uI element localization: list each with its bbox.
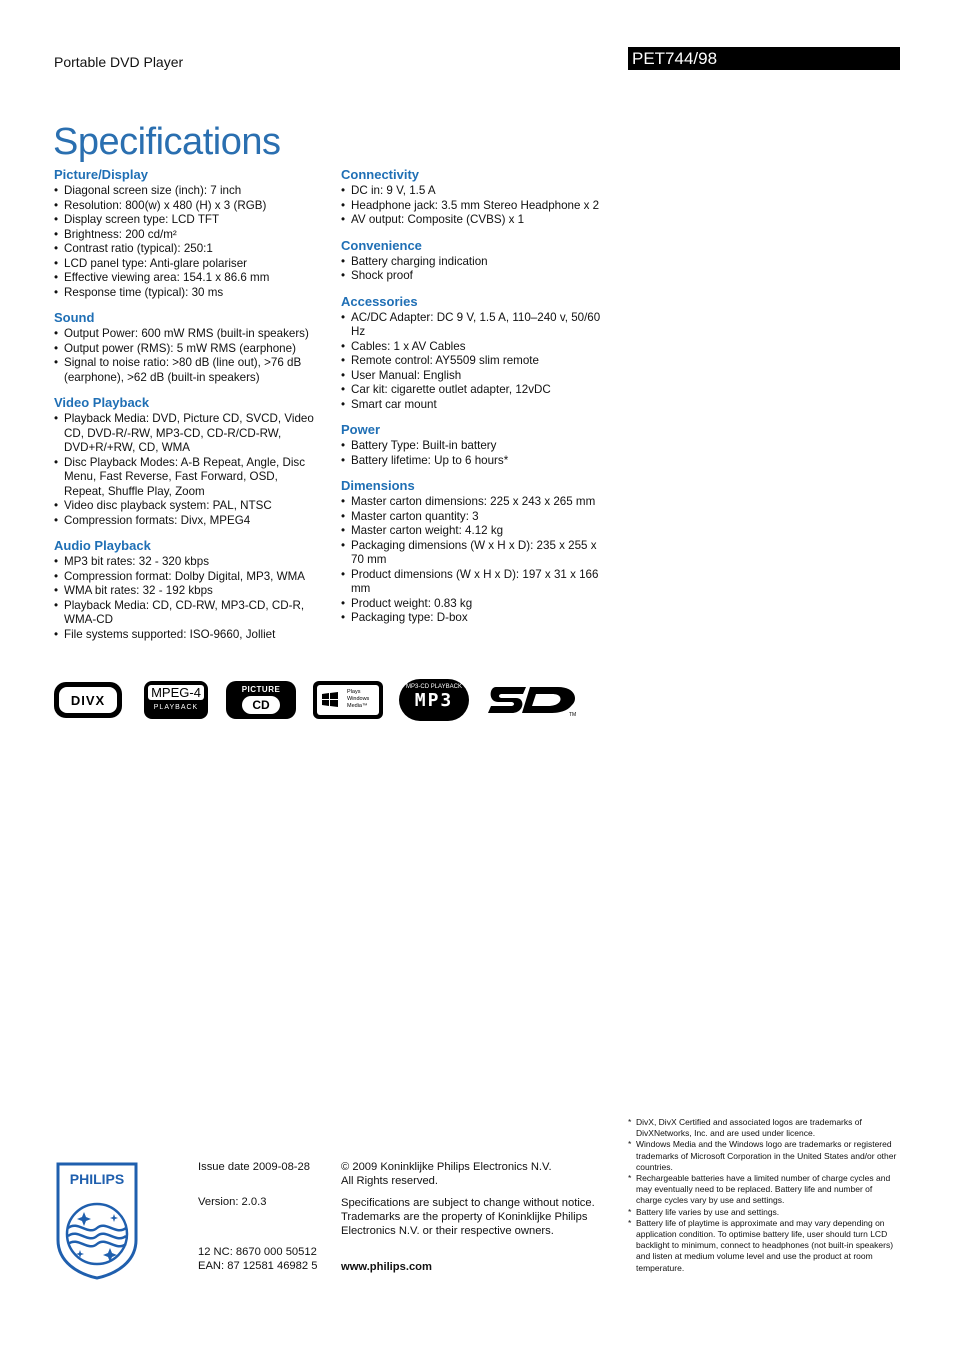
sd-tm-text: TM <box>569 712 577 717</box>
spec-item: • MP3 bit rates: 32 - 320 kbps <box>54 555 319 570</box>
spec-section-convenience <box>341 238 606 284</box>
version: Version: 2.0.3 <box>198 1196 267 1208</box>
issue-date: Issue date 2009-08-28 <box>198 1161 310 1173</box>
spec-item: • File systems supported: ISO-9660, Jolliet <box>54 628 319 643</box>
mp3-logo-subtext: MP3 <box>414 690 454 711</box>
spec-item: • Contrast ratio (typical): 250:1 <box>54 242 319 257</box>
windows-flag-icon <box>320 691 340 709</box>
spec-item: • Battery charging indication <box>341 255 606 270</box>
spec-item: • WMA bit rates: 32 - 192 kbps <box>54 584 319 599</box>
spec-item: • User Manual: English <box>341 369 606 384</box>
divx-logo <box>54 682 122 718</box>
footnote: * Battery life of playtime is approximate and may vary depending on application condition. To optimise battery life, user should turn LCD backlight to minimum, connect to headphones (not built-in speakers) and listen at medium volume level and use the product at room temperature. <box>628 1218 900 1274</box>
spec-item: • Output power (RMS): 5 mW RMS (earphone) <box>54 342 319 357</box>
spec-item: • Headphone jack: 3.5 mm Stereo Headphone x 2 <box>341 199 606 214</box>
section-heading: Connectivity <box>341 167 420 182</box>
spec-item: • AC/DC Adapter: DC 9 V, 1.5 A, 110–240 v, 50/60 Hz <box>341 311 606 340</box>
footnotes <box>628 1117 900 1274</box>
spec-item: • Effective viewing area: 154.1 x 86.6 mm <box>54 271 319 286</box>
spec-item: • Diagonal screen size (inch): 7 inch <box>54 184 319 199</box>
section-heading: Picture/Display <box>54 167 148 182</box>
wm-line2-text: Media™ <box>347 703 368 709</box>
model-number-bar: PET744/98 <box>628 47 900 70</box>
spec-item: • AV output: Composite (CVBS) x 1 <box>341 213 606 228</box>
mpeg-logo-text: MPEG-4 <box>148 685 204 700</box>
spec-section-video-playback <box>54 395 319 528</box>
spec-list <box>341 495 606 626</box>
footnote: * DivX, DivX Certified and associated logos are trademarks of DivXNetworks, Inc. and are used under licence. <box>628 1117 900 1139</box>
divx-logo-text: DIVX <box>59 687 117 713</box>
spec-list <box>54 327 319 385</box>
footer-issue-info <box>198 1160 338 1273</box>
middle-spec-column <box>341 167 606 636</box>
spec-item: • Compression formats: Divx, MPEG4 <box>54 514 319 529</box>
footnote: * Windows Media and the Windows logo are trademarks or registered trademarks of Microsoft Corporation in the United States and/or other countries. <box>628 1139 900 1173</box>
spec-list <box>54 412 319 528</box>
windows-media-logo <box>313 681 383 719</box>
spec-item: • Compression format: Dolby Digital, MP3, WMA <box>54 570 319 585</box>
website-link[interactable]: www.philips.com <box>341 1261 432 1273</box>
copyright-line1: © 2009 Koninklijke Philips Electronics N.V. <box>341 1161 552 1173</box>
footnote: * Rechargeable batteries have a limited number of charge cycles and may eventually need to be replaced. Battery life and number of charge cycles vary by use and settings. <box>628 1173 900 1207</box>
left-spec-column <box>54 167 319 652</box>
spec-section-power <box>341 422 606 468</box>
spec-item: • Playback Media: CD, CD-RW, MP3-CD, CD-R, WMA-CD <box>54 599 319 628</box>
spec-list <box>54 555 319 642</box>
product-type: Portable DVD Player <box>54 54 184 70</box>
spec-item: • LCD panel type: Anti-glare polariser <box>54 257 319 272</box>
philips-wordmark: PHILIPS <box>69 1171 125 1187</box>
spec-section-accessories <box>341 294 606 413</box>
spec-item: • Packaging dimensions (W x H x D): 235 x 255 x 70 mm <box>341 539 606 568</box>
wm-plays-text: Plays <box>347 689 361 695</box>
copyright-line2: All Rights reserved. <box>341 1175 438 1187</box>
spec-section-connectivity <box>341 167 606 228</box>
spec-item: • Signal to noise ratio: >80 dB (line out), >76 dB (earphone), >62 dB (built-in speakers) <box>54 356 319 385</box>
footnote: * Battery life varies by use and settings. <box>628 1207 900 1218</box>
sd-card-logo <box>486 683 578 717</box>
section-heading: Convenience <box>341 237 422 253</box>
mp3-cd-playback-logo <box>399 679 469 721</box>
spec-item: • Car kit: cigarette outlet adapter, 12vDC <box>341 383 606 398</box>
spec-item: • Video disc playback system: PAL, NTSC <box>54 499 319 514</box>
spec-notice: Specifications are subject to change without notice. Trademarks are the property of Koninklijke Philips Electronics N.V. or their respective owners. <box>341 1197 595 1237</box>
spec-item: • Brightness: 200 cd/m² <box>54 228 319 243</box>
spec-item: • Remote control: AY5509 slim remote <box>341 354 606 369</box>
mpeg-logo-subtext: PLAYBACK <box>153 704 199 711</box>
section-heading: Dimensions <box>341 478 415 493</box>
spec-item: • Product weight: 0.83 kg <box>341 597 606 612</box>
spec-section-picture-display <box>54 167 319 300</box>
spec-list <box>341 184 606 228</box>
mpeg4-playback-logo <box>144 681 208 719</box>
spec-item: • Shock proof <box>341 269 606 284</box>
mp3-logo-text: MP3-CD PLAYBACK <box>406 684 462 690</box>
spec-item: • Playback Media: DVD, Picture CD, SVCD, Video CD, DVD-R/-RW, MP3-CD, CD-R/CD-RW, DVD+R/+RW, CD, WMA <box>54 412 319 456</box>
page-title: Specifications <box>53 121 281 164</box>
section-heading: Sound <box>54 310 95 325</box>
picture-cd-logo-text: PICTURE <box>241 685 281 694</box>
spec-item: • Battery lifetime: Up to 6 hours* <box>341 454 606 469</box>
spec-section-dimensions <box>341 478 606 626</box>
philips-shield-logo <box>54 1162 140 1280</box>
wm-line1-text: Windows <box>347 696 370 702</box>
picture-cd-logo-subtext: CD <box>242 696 280 714</box>
section-heading: Accessories <box>341 293 418 309</box>
spec-list <box>54 184 319 300</box>
spec-item: • Response time (typical): 30 ms <box>54 286 319 301</box>
spec-list <box>341 439 606 468</box>
spec-item: • Battery Type: Built-in battery <box>341 439 606 454</box>
spec-item: • Resolution: 800(w) x 480 (H) x 3 (RGB) <box>54 199 319 214</box>
spec-item: • Master carton dimensions: 225 x 243 x 265 mm <box>341 495 606 510</box>
spec-list <box>341 311 606 413</box>
section-heading: Power <box>341 422 381 437</box>
spec-item: • Master carton weight: 4.12 kg <box>341 524 606 539</box>
spec-item: • Packaging type: D-box <box>341 611 606 626</box>
ean-number: EAN: 87 12581 46982 5 <box>198 1260 318 1272</box>
spec-item: • Smart car mount <box>341 398 606 413</box>
nc-number: 12 NC: 8670 000 50512 <box>198 1246 317 1258</box>
section-heading: Audio Playback <box>54 538 151 553</box>
spec-item: • Master carton quantity: 3 <box>341 510 606 525</box>
picture-cd-logo <box>226 681 296 719</box>
spec-item: • DC in: 9 V, 1.5 A <box>341 184 606 199</box>
spec-item: • Output Power: 600 mW RMS (built-in speakers) <box>54 327 319 342</box>
spec-section-sound <box>54 310 319 385</box>
spec-item: • Cables: 1 x AV Cables <box>341 340 606 355</box>
spec-item: • Product dimensions (W x H x D): 197 x 31 x 166 mm <box>341 568 606 597</box>
spec-item: • Disc Playback Modes: A-B Repeat, Angle, Disc Menu, Fast Reverse, Fast Forward, OSD, Repeat, Shuffle Play, Zoom <box>54 456 319 500</box>
spec-list <box>341 255 606 284</box>
spec-item: • Display screen type: LCD TFT <box>54 213 319 228</box>
spec-section-audio-playback <box>54 538 319 642</box>
footer-legal <box>341 1160 601 1274</box>
section-heading: Video Playback <box>54 395 150 410</box>
